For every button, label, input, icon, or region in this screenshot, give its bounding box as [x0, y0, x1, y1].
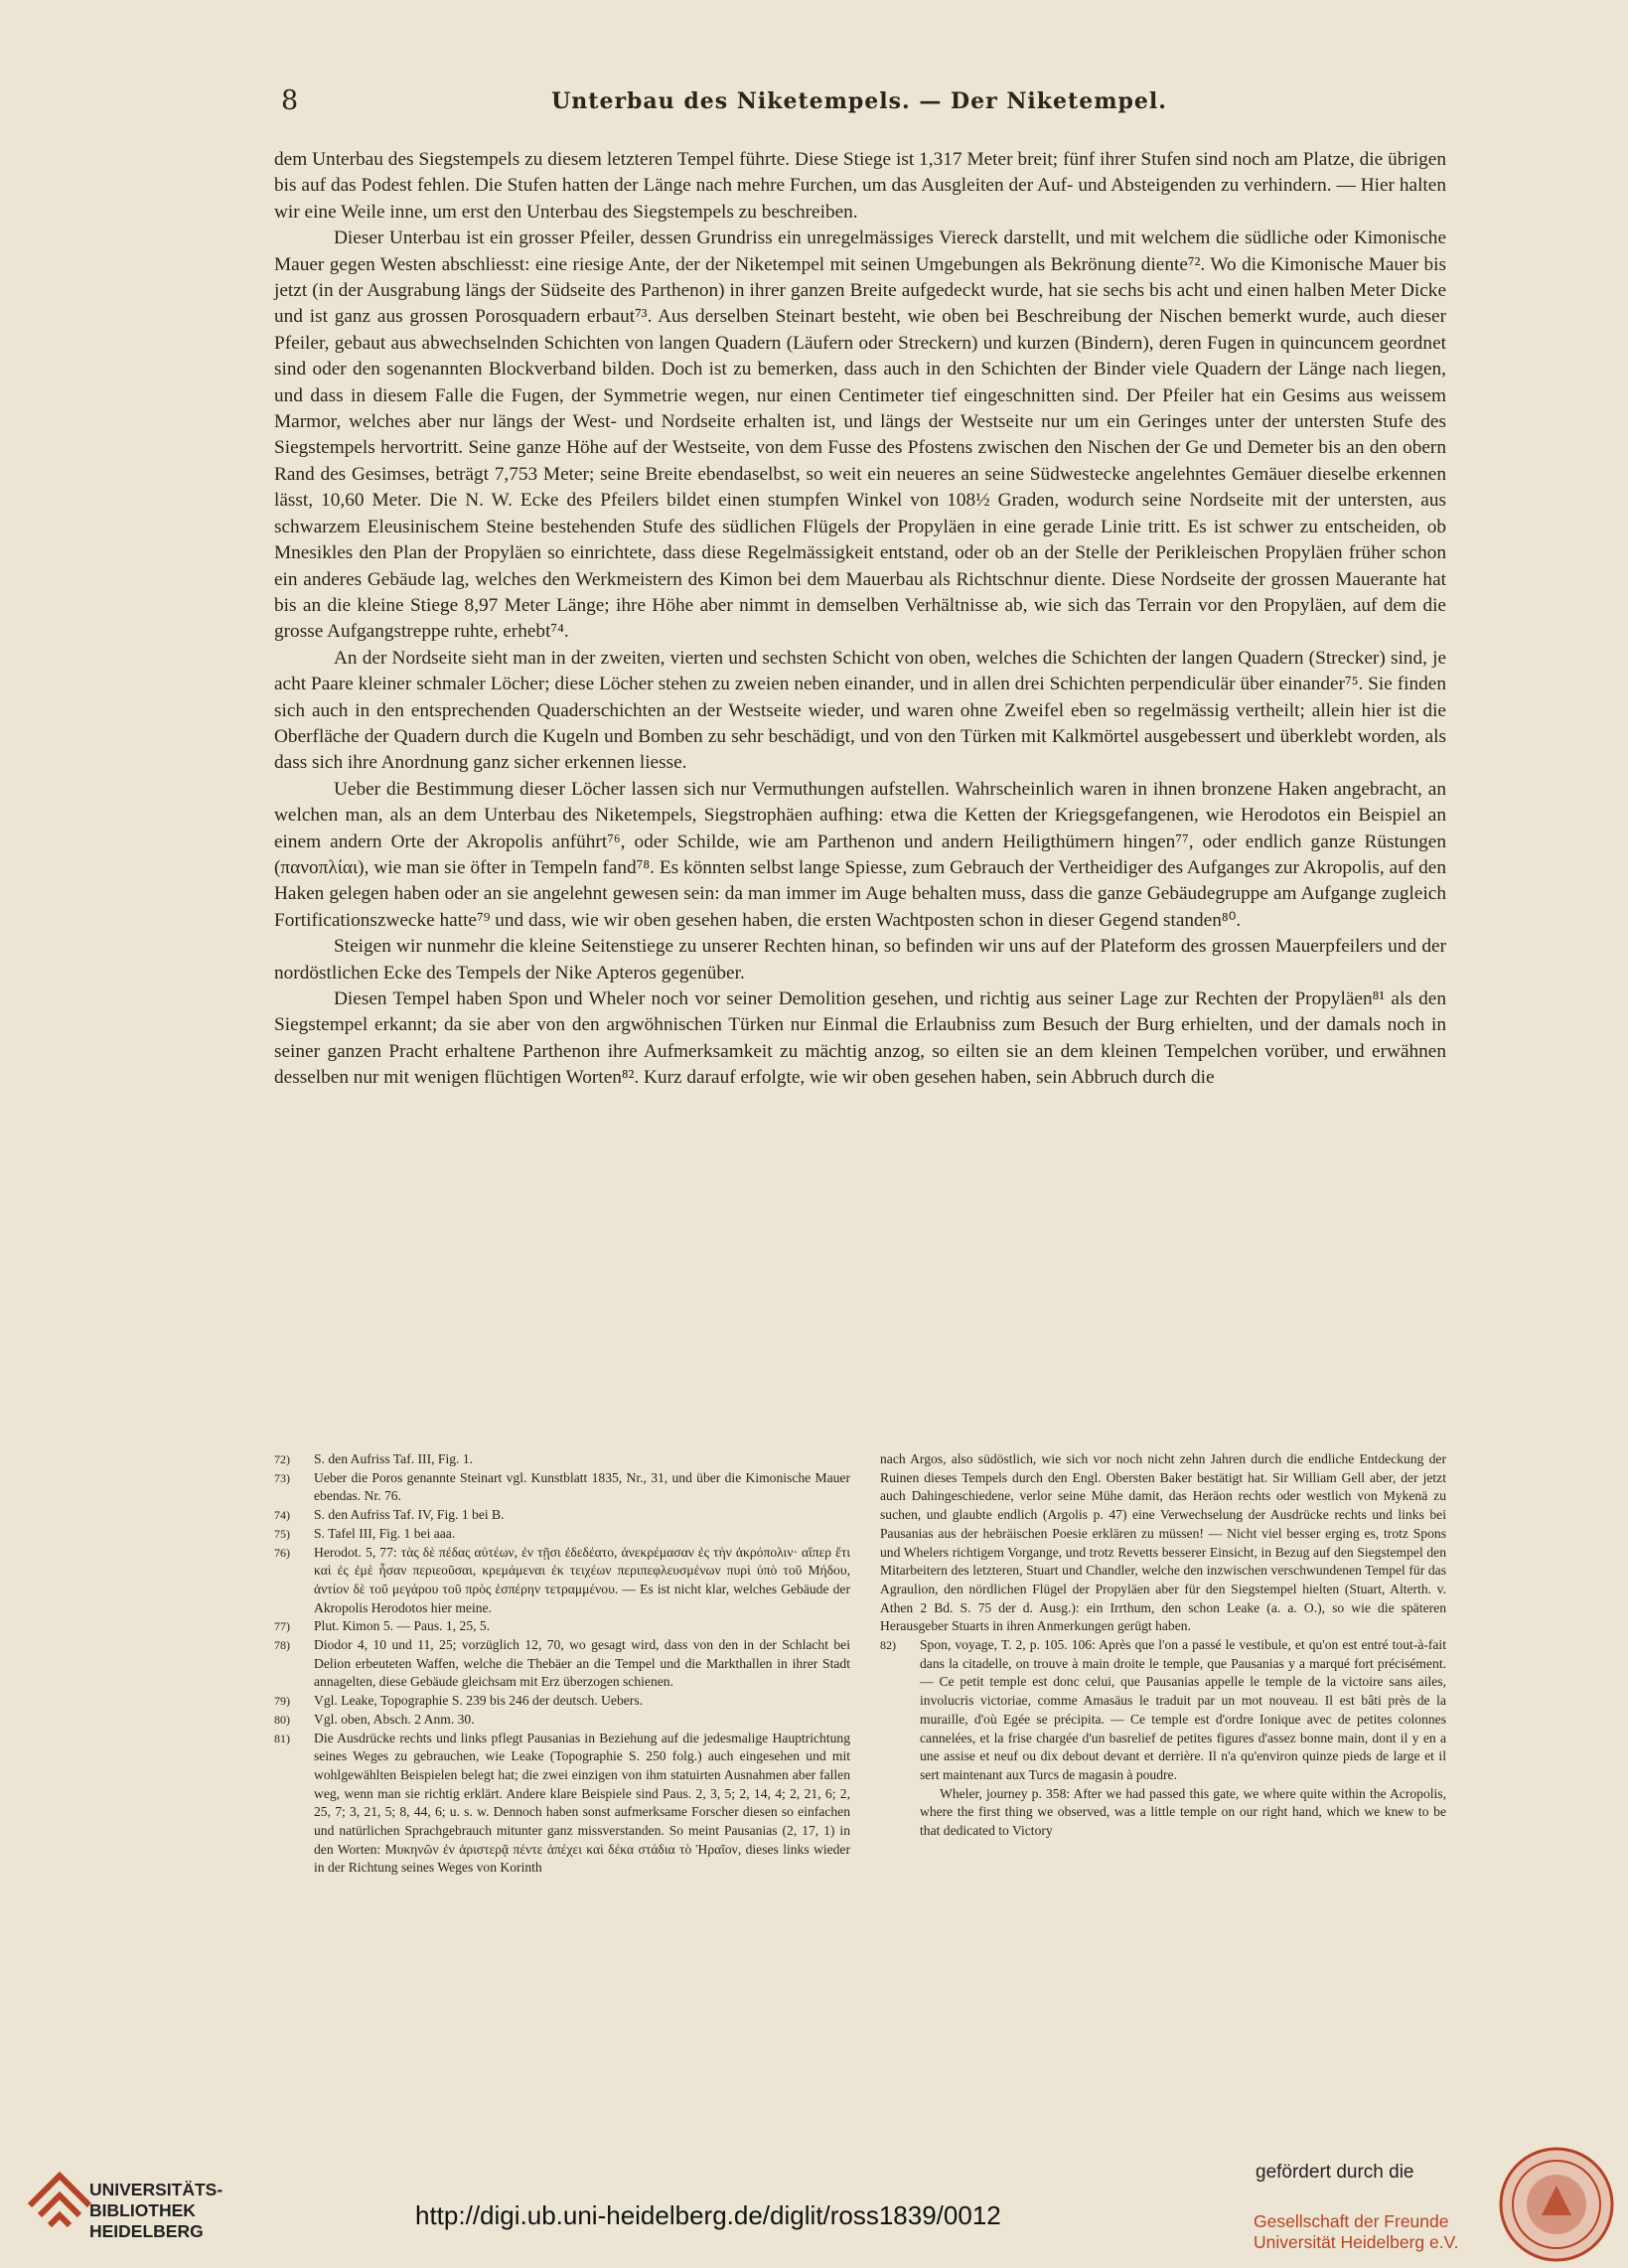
running-title: Unterbau des Niketempels. — Der Niketempel. [551, 88, 1167, 114]
paragraph: Diesen Tempel haben Spon und Wheler noch vor seiner Demolition gesehen, und richtig aus seiner Lage zur Rechten der Propyläen⁸¹ als den Siegstempel erkannt; da sie aber von den argwöhnischen Türken nur Einmal die Erlaubniss zum Besuch der Burg erhielten, und der damals noch in seiner ganzen Pracht erhaltene Parthenon ihre Aufmerksamkeit zu mächtig anzog, so eilten sie an dem kleinen Tempelchen vorüber, und erwähnen desselben nur mit wenigen flüchtigen Worten⁸². Kurz darauf erfolgte, wie wir oben gesehen haben, sein Abbruch durch die [274, 988, 1446, 1089]
library-name: UNIVERSITÄTS- BIBLIOTHEK HEIDELBERG [89, 2180, 223, 2241]
sponsor-name: Gesellschaft der Freunde Universität Heidelberg e.V. [1254, 2211, 1459, 2252]
footnote: 74) S. den Aufriss Taf. IV, Fig. 1 bei B. [274, 1507, 505, 1523]
paragraph: An der Nordseite sieht man in der zweiten, vierten und sechsten Schicht von oben, welches die Schichten der langen Quadern (Strecker) sind, je acht Paare kleiner schmaler Löcher; diese Löcher stehen zu zweien neben einander, und in allen drei Schichten perpendiculär über einander⁷⁵. Sie finden sich auch in den entsprechenden Quaderschichten an der Westseite wieder, und waren ohne Zweifel eben so regelmässig vertheilt; allein hier ist die Oberfläche der Quadern durch die Kugeln und Bomben zu sehr beschädigt, und von den Türken mit Kalkmörtel ausgebessert und überklebt worden, als dass sich ihre Anordnung ganz sicher erkennen liesse. [274, 647, 1446, 774]
footnote: 73) Ueber die Poros genannte Steinart vgl. Kunstblatt 1835, Nr., 31, und über die Kimonische Mauer ebendas. Nr. 76. [274, 1469, 850, 1504]
page-number: 8 [281, 85, 299, 116]
footnote: 76) Herodot. 5, 77: τὰς δὲ πέδας αὐτέων, ἐν τῇσι ἐδεδέατο, ἀνεκρέμασαν ἐς τὴν ἀκρόπολιν· αἵπερ ἔτι καὶ ἐς ἐμὲ ἦσαν περιεοῦσαι, κρεμάμεναι ἐκ τειχέων περιπεφλευσμένων πυρὶ ὑπὸ τοῦ Μήδου, ἀντίον δὲ τοῦ μεγάρου τοῦ πρὸς ἑσπέρην τετραμμένου. — Es ist nicht klar, welches Gebäude der Akropolis Herodotos hier meine. [274, 1544, 850, 1615]
footnote: 79) Vgl. Leake, Topographie S. 239 bis 246 der deutsch. Uebers. [274, 1693, 644, 1709]
footnote: 80) Vgl. oben, Absch. 2 Anm. 30. [274, 1711, 475, 1727]
paragraph: Ueber die Bestimmung dieser Löcher lassen sich nur Vermuthungen aufstellen. Wahrscheinlich waren in ihnen bronzene Haken angebracht, an welchen man, als an dem Unterbau des Niketempels, Siegstrophäen aufhing: etwa die Ketten der Kriegsgefangenen, wie Herodotos ein Beispiel an einem andern Orte der Akropolis anführt⁷⁶, oder Schilde, wie am Parthenon und andern Heiligthümern hingen⁷⁷, oder endlich ganze Rüstungen (πανοπλίαι), wie man sie öfter in Tempeln fand⁷⁸. Es könnten selbst lange Spiesse, zum Gebrauch der Vertheidiger des Aufganges zur Akropolis, auf den Haken gelegen haben oder an sie angelehnt gewesen sein: da man immer im Auge behalten muss, dass die ganze Gebäudegruppe am Aufgange zugleich Fortificationszwecke hatte⁷⁹ und dass, wie wir oben gesehen haben, die ersten Wachtposten schon in dieser Gegend standen⁸⁰. [274, 778, 1446, 931]
library-logo-icon [20, 2166, 99, 2245]
footnote: 82) Spon, voyage, T. 2, p. 105. 106: Après que l'on a passé le vestibule, et qu'on est entré tout-à-fait dans la citadelle, on trouve à main droite le temple, que Pausanias y a marqué fort précisément. — Ce petit temple est donc celui, que Pausanias appelle le temple de la victoire sans ailes, involucris victoriae, comme Amasäus le traduit par un mot nouveau. Il est bâti près de la muraille, d'où Egée se précipita. — Ce temple est d'ordre Ionique avec de petites colonnes cannelées, et la frise chargée d'un basrelief de petites figures d'assez bonne main, dont il y en a une assise et neuf ou dix debout devant et derrière. Il n'a qu'environ quinze pieds de large et il sert maintenant aux Turcs de magasin à poudre. [880, 1637, 1446, 1782]
footnotes-left-column [274, 1450, 850, 1878]
permalink[interactable]: http://digi.ub.uni-heidelberg.de/diglit/ross1839/0012 [415, 2200, 1001, 2230]
footnotes-right-column [880, 1450, 1446, 1841]
footnote: 77) Plut. Kimon 5. — Paus. 1, 25, 5. [274, 1618, 491, 1634]
paragraph: Steigen wir nunmehr die kleine Seitenstiege zu unserer Rechten hinan, so befinden wir uns auf der Plateform des grossen Mauerpfeilers und der nordöstlichen Ecke des Tempels der Nike Apteros gegenüber. [274, 936, 1446, 983]
footnote: 75) S. Tafel III, Fig. 1 bei aaa. [274, 1525, 456, 1541]
page-header [273, 85, 1445, 125]
seal-icon [1498, 2146, 1615, 2263]
footnote: 81) Die Ausdrücke rechts und links pflegt Pausanias in Beziehung auf die jedesmalige Hauptrichtung seines Weges zu gebrauchen, wie Leake (Topographie S. 250 folg.) auch eingesehen und mit wohlgewählten Beispielen belegt hat; die zwei einzigen von ihm statuirten Ausnahmen aber fallen weg, wenn man sie richtig erklärt. Andere klare Beispiele sind Paus. 2, 3, 5; 2, 14, 4; 2, 21, 6; 2, 25, 7; 3, 21, 5; 8, 44, 6; u. s. w. Dennoch haben sonst aufmerksame Forscher diesen so einfachen und natürlichen Sprachgebrauch mitunter ganz missverstanden. So meint Pausanias (2, 17, 1) in den Worten: Μυκηνῶν ἐν ἀριστερᾷ πέντε ἀπέχει καὶ δέκα στάδια τὸ Ἡραῖον, dieses links wieder in der Richtung seines Weges von Korinth [274, 1730, 850, 1876]
footnote: 78) Diodor 4, 10 und 11, 25; vorzüglich 12, 70, wo gesagt wird, dass von den in der Schlacht bei Delion erbeuteten Waffen, welche die Thebäer an die Tempel und die Markthallen in ihrer Stadt annagelten, diese Gebäude gleichsam mit Erz überzogen schienen. [274, 1637, 850, 1690]
sponsor-label: gefördert durch die [1256, 2162, 1414, 2183]
paragraph: dem Unterbau des Siegstempels zu diesem letzteren Tempel führte. Diese Stiege ist 1,317 Meter breit; fünf ihrer Stufen sind noch am Platze, die übrigen bis auf das Podest fehlen. Die Stufen hatten der Länge nach mehre Furchen, um das Ausgleiten der Auf- und Absteigenden zu verhindern. — Hier halten wir eine Weile inne, um erst den Unterbau des Siegstempels zu beschreiben. [274, 149, 1446, 223]
footnote-continuation: nach Argos, also südöstlich, wie sich vor noch nicht zehn Jahren durch die endliche Entdeckung der Ruinen dieses Tempels durch den Engl. Obersten Baker bestätigt hat. Sir William Gell aber, der jetzt auch Dahingeschiedene, verlor seine Mühe damit, das Heräon rechts oder westlich von Mykenä zu suchen, und glaubte endlich (Argolis p. 47) eine Verwechselung der Ausdrücke rechts und links bei Pausanias aus der hebräischen Poesie erklären zu müssen! — Nicht viel besser erging es, trotz Spons und Whelers richtigem Vorgange, und trotz Revetts besserer Einsicht, in Bezug auf den Siegstempel den Mitarbeitern des letzteren, Stuart und Chandler, welche den inzwischen verschwundenen Tempel für das Agraulion, den nördlichen Flügel der Propyläen aber für den Siegstempel hielten (Stuart, Alterth. v. Athen 2 Bd. S. 75 der d. Ausg.): ein Irrthum, den schon Leake (a. a. O.), so wie die späteren Herausgeber Stuarts in ihren Anmerkungen gerügt haben. [880, 1451, 1446, 1634]
paragraph: Dieser Unterbau ist ein grosser Pfeiler, dessen Grundriss ein unregelmässiges Viereck darstellt, und mit welchem die südliche oder Kimonische Mauer gegen Westen abschliesst: eine riesige Ante, der der Niketempel mit seinen Umgebungen als Bekrönung diente⁷². Wo die Kimonische Mauer bis jetzt (in der Ausgrabung längs der Südseite des Parthenon) in ihrer ganzen Breite aufgedeckt wurde, hat sie sechs bis acht und einen halben Meter Dicke und ist ganz aus grossen Porosquadern erbaut⁷³. Aus derselben Steinart besteht, wie oben bei Beschreibung der Nischen bemerkt wurde, auch dieser Pfeiler, gebaut aus abwechselnden Schichten von langen Quadern (Läufern oder Streckern) und kurzen (Bindern), deren Fugen in quincuncem geordnet sind oder den sogenannten Blockverband bilden. Doch ist zu bemerken, dass auch in den Schichten der Binder viele Quadern der Länge nach liegen, und dass in diesem Falle die Fugen, der Symmetrie wegen, nur einen Centimeter tief eingeschnitten sind. Der Pfeiler hat ein Gesims aus weissem Marmor, welches aber nur längs der West- und Nordseite erhalten ist, und längs der Westseite nur um ein Geringes unter der untersten Stufe des Siegstempels hervortritt. Seine ganze Höhe auf der Westseite, von dem Fusse des Pfostens zwischen den Nischen der Ge und Demeter bis an den obern Rand des Gesimses, beträgt 7,753 Meter; seine Breite ebendaselbst, so weit ein neueres an seine Südwestecke angelehntes Gemäuer dieselbe erkennen lässt, 10,60 Meter. Die N. W. Ecke des Pfeilers bildet einen stumpfen Winkel von 108½ Graden, wodurch seine Nordseite mit der untersten, aus schwarzem Eleusinischem Steine bestehenden Stufe des südlichen Flügels der Propyläen in eine gerade Linie tritt. Es ist schwer zu entscheiden, ob Mnesikles den Plan der Propyläen so einrichtete, dass diese Regelmässigkeit entstand, oder ob an der Stelle der Perikleischen Propyläen früher schon ein anderes Gebäude lag, welches den Werkmeistern des Kimon bei dem Mauerbau als Richtschnur diente. Diese Nordseite der grossen Mauerante hat bis an die kleine Stiege 8,97 Meter Länge; ihre Höhe aber nimmt in demselben Verhältnisse ab, wie sich das Terrain vor den Propyläen, auf dem die grosse Aufgangstreppe ruhte, erhebt⁷⁴. [274, 227, 1446, 643]
footnote-continuation: Wheler, journey p. 358: After we had passed this gate, we where quite within the Acropolis, where the first thing we observed, was a little temple on our right hand, which we knew to be that dedicated to Victory [920, 1785, 1446, 1839]
digitization-footer [0, 2136, 1628, 2268]
footnote: 72) S. den Aufriss Taf. III, Fig. 1. [274, 1451, 474, 1466]
main-text [274, 147, 1446, 1092]
